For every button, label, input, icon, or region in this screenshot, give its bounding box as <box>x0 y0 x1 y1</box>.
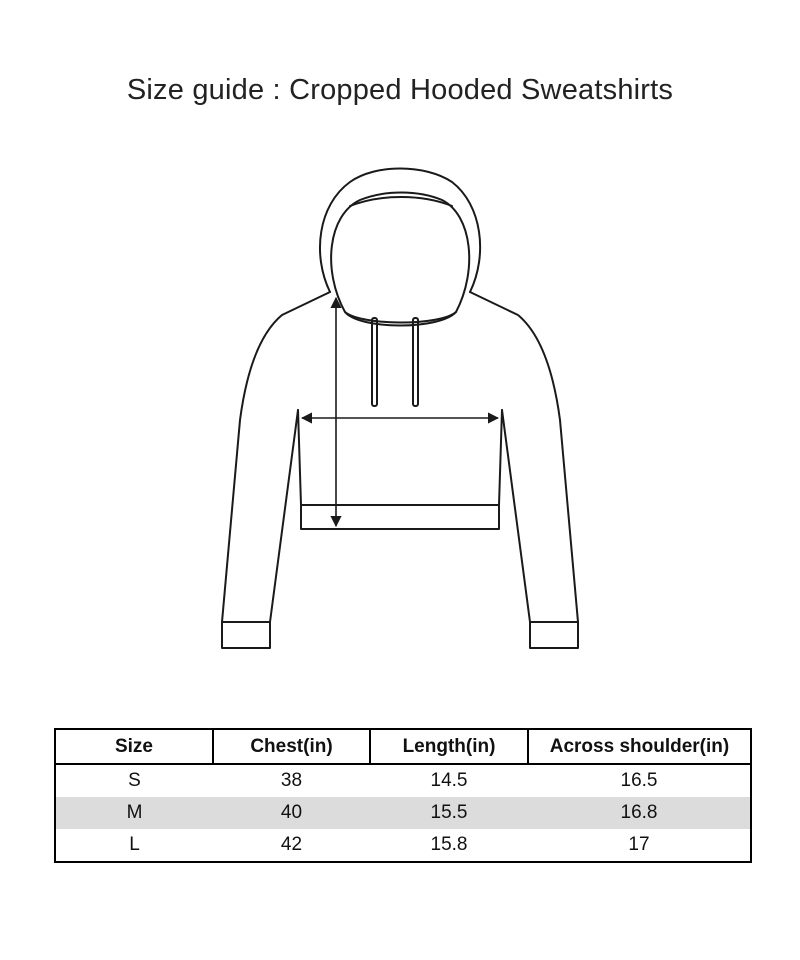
hood-outer <box>320 169 480 293</box>
cell-chest: 40 <box>213 797 370 829</box>
header-size: Size <box>55 729 213 764</box>
hood-opening <box>331 193 469 323</box>
page-title: Size guide : Cropped Hooded Sweatshirts <box>126 74 674 106</box>
cell-chest: 38 <box>280 770 303 791</box>
drawstring-right <box>413 318 418 406</box>
cell-size: M <box>55 797 213 829</box>
left-cuff <box>222 622 270 648</box>
table-row <box>55 797 751 829</box>
cell-across-shoulder: 16.5 <box>620 770 658 791</box>
header-length: Length(in) <box>370 729 528 764</box>
body-left <box>298 410 301 505</box>
size-table <box>54 728 752 863</box>
waistband <box>301 505 499 529</box>
cell-size: S <box>128 770 141 791</box>
cell-length: 14.5 <box>430 770 468 791</box>
cell-across-shoulder: 17 <box>628 834 650 855</box>
right-cuff <box>530 622 578 648</box>
cell-size: L <box>129 834 140 855</box>
cell-across-shoulder: 16.8 <box>528 797 751 829</box>
table-row <box>55 764 751 797</box>
drawstring-left <box>372 318 377 406</box>
table-header-row <box>55 729 751 764</box>
header-across-shoulder: Across shoulder(in) <box>528 729 751 764</box>
body-right <box>499 410 502 505</box>
table-row <box>55 829 751 862</box>
header-chest: Chest(in) <box>213 729 370 764</box>
cell-length: 15.8 <box>430 834 468 855</box>
cell-length: 15.5 <box>370 797 528 829</box>
cell-chest: 42 <box>280 834 303 855</box>
